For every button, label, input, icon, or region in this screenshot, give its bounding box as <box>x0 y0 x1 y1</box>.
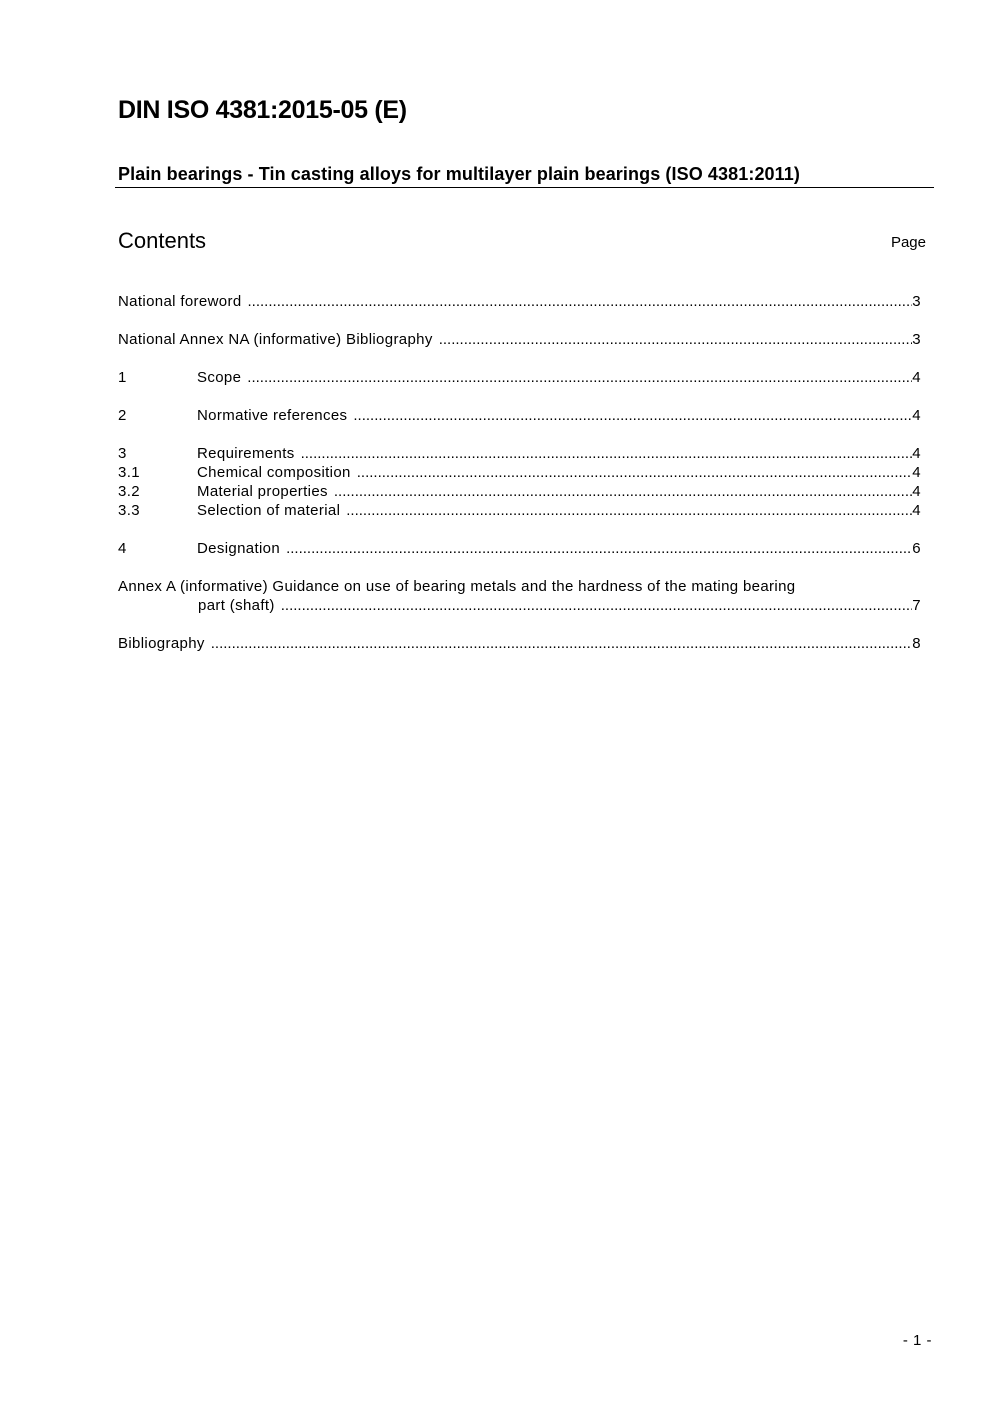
toc-entry-text: Bibliography <box>118 635 205 652</box>
toc-entry-text: Chemical composition <box>197 464 351 481</box>
toc-entry-text: National foreword <box>118 293 242 310</box>
toc-entry-text: Selection of material <box>197 502 341 519</box>
toc-entry-page: 3 <box>912 293 921 310</box>
toc-entry-text: Designation <box>197 540 281 557</box>
toc-entry-normative-references[interactable] <box>118 406 921 425</box>
toc-entry-requirements[interactable] <box>118 444 921 463</box>
table-of-contents <box>118 292 921 653</box>
toc-dot-leader <box>301 444 913 463</box>
toc-dot-leader <box>247 368 912 387</box>
toc-entry-text: Requirements <box>197 445 295 462</box>
toc-entry-page: 4 <box>912 483 921 500</box>
toc-entry-text: Normative references <box>197 407 348 424</box>
toc-entry-text-continued: part (shaft) <box>198 597 275 614</box>
document-subtitle: Plain bearings - Tin casting alloys for multilayer plain bearings (ISO 4381:2011) <box>118 164 800 184</box>
toc-entry-number: 3.1 <box>118 464 140 481</box>
toc-entry-number: 3.2 <box>118 483 140 500</box>
toc-entry-page: 4 <box>912 445 921 462</box>
toc-entry-chemical-composition[interactable] <box>118 463 921 482</box>
document-title: DIN ISO 4381:2015-05 (E) <box>118 96 407 124</box>
toc-dot-leader <box>248 292 913 311</box>
toc-entry-selection-of-material[interactable] <box>118 501 921 520</box>
toc-entry-page: 4 <box>912 407 921 424</box>
toc-entry-text: Annex A (informative) Guidance on use of bearing metals and the hardness of the mating bearing <box>118 578 796 595</box>
toc-entry-page: 4 <box>912 502 921 519</box>
toc-entry-number: 3 <box>118 445 127 462</box>
page-number: - 1 - <box>902 1332 932 1349</box>
toc-entry-continuation <box>118 596 921 615</box>
toc-entry-text: Material properties <box>197 483 328 500</box>
toc-entry-page: 7 <box>912 597 921 614</box>
toc-entry-page: 4 <box>912 369 921 386</box>
contents-heading: Contents <box>118 228 207 253</box>
toc-entry-scope[interactable] <box>118 368 921 387</box>
toc-entry-text: National Annex NA (informative) Bibliography <box>118 331 433 348</box>
toc-entry-national-annex-na[interactable] <box>118 330 921 349</box>
toc-entry-material-properties[interactable] <box>118 482 921 501</box>
toc-entry-number: 2 <box>118 407 127 424</box>
page-column-label: Page <box>890 234 926 251</box>
toc-entry-text: Scope <box>197 369 242 386</box>
title-divider <box>115 187 934 188</box>
toc-dot-leader <box>346 501 912 520</box>
toc-entry-page: 3 <box>912 331 921 348</box>
toc-dot-leader <box>334 482 912 501</box>
toc-dot-leader <box>211 634 913 653</box>
toc-entry-annex-a[interactable] <box>118 577 921 615</box>
toc-entry-page: 4 <box>912 464 921 481</box>
toc-dot-leader <box>281 596 913 615</box>
toc-entry-page: 8 <box>912 635 921 652</box>
toc-entry-number: 1 <box>118 369 127 386</box>
toc-entry-bibliography[interactable] <box>118 634 921 653</box>
toc-dot-leader <box>286 539 912 558</box>
toc-entry-designation[interactable] <box>118 539 921 558</box>
toc-entry-national-foreword[interactable] <box>118 292 921 311</box>
toc-entry-number: 3.3 <box>118 502 140 519</box>
toc-entry-number: 4 <box>118 540 127 557</box>
toc-dot-leader <box>439 330 913 349</box>
toc-dot-leader <box>357 463 913 482</box>
toc-entry-page: 6 <box>912 540 921 557</box>
toc-dot-leader <box>353 406 912 425</box>
